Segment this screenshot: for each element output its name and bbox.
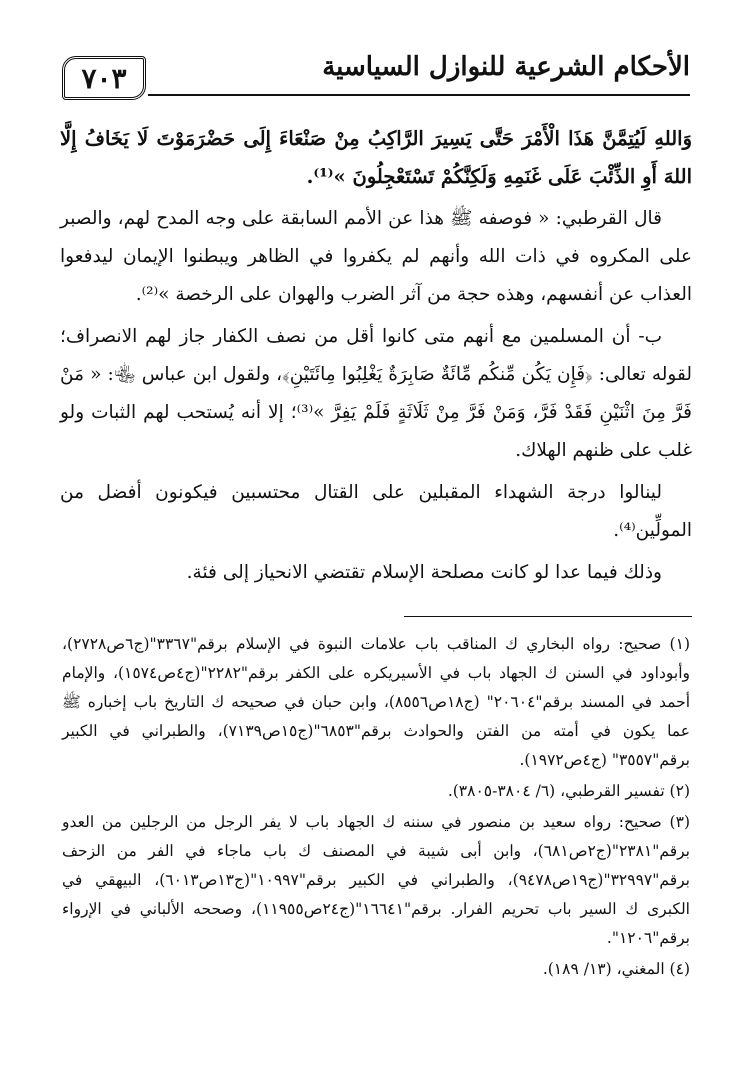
- footnote-3: (٣) صحيح: رواه سعيد بن منصور في سننه ك الجهاد باب لا يفر الرجل من الرجلين من العدو برقم"٢٣٨١"(ج٢ص٦٨١)، وابن أبى شيبة في المصنف ك باب ماجاء في الفر من الزحف برقم"٣٢٩٩٧"(ج١٩ص٩٤٧٨)، والطبراني في الكبير برقم"١٠٩٩٧"(ج١٣ص٦٠١٣)، البيهقي في الكبرى ك السير باب تحريم الفرار. برقم"١٦٦٤١"(ج٢٤ص١١٩٥٥)، وصححه الألباني في الإرواء برقم"١٢٠٦".: [62, 813, 690, 947]
- exception-paragraph: وذلك فيما عدا لو كانت مصلحة الإسلام تقتضي الانحياز إلى فئة.: [186, 562, 662, 583]
- martyrs-paragraph: لينالوا درجة الشهداء المقبلين على القتال محتسبين فيكونون أفضل من المولِّين⁽⁴⁾.: [60, 482, 692, 541]
- footnote-separator: [404, 616, 692, 617]
- hadith-quote-paragraph: وَاللهِ لَيُتِمَّنَّ هَذَا الْأَمْرَ حَتَّى يَسِيرَ الرَّاكِبُ مِنْ صَنْعَاءَ إِلَى حَضْرَمَوْتَ لَا يَخَافُ إِلَّا اللهَ أَوِ الذِّئْبَ عَلَى غَنَمِهِ وَلَكِنَّكُمْ تَسْتَعْجِلُونَ »⁽¹⁾.: [60, 127, 692, 188]
- footnote-1: (١) صحيح: رواه البخاري ك المناقب باب علامات النبوة في الإسلام برقم"٣٣٦٧"(ج٦ص٢٧٢٨)، وأبوداود في السنن ك الجهاد باب في الأسيريكره على الكفر برقم"٢٢٨٢"(ج٤ص١٥٧٤)، والإمام أحمد في المسند برقم"٢٠٦٠٤" (ج١٨ص٨٥٥٦)، وابن حبان في صحيحه ك التاريخ باب إخباره ﷺ عما يكون في أمته من الفتن والحوادث برقم"٦٨٥٣"(ج١٥ص٧١٣٩)، والطبراني في الكبير برقم"٣٥٥٧" (ج٤ص١٩٧٢).: [62, 635, 691, 769]
- page-number: ٧٠٣: [81, 61, 127, 95]
- page-header: [62, 50, 690, 100]
- footnotes: [62, 630, 690, 986]
- qurtubi-paragraph: قال القرطبي: « فوصفه ﷺ هذا عن الأمم السابقة على وجه المدح لهم، والصبر على المكروه في ذات الله وأنهم لم يكفروا في الظاهر ويبطنوا الإيمان ليدفعوا العذاب عن أنفسهم، وهذه حجة من آثر الضرب والهوان على الرخصة »⁽²⁾.: [60, 208, 692, 305]
- main-text: [60, 120, 692, 596]
- point-b-paragraph: ب- أن المسلمين مع أنهم متى كانوا أقل من نصف الكفار جاز لهم الانصراف؛ لقوله تعالى: ﴿فَإِن يَكُن مِّنكُم مِّائَةٌ صَابِرَةٌ يَغْلِبُوا مِائَتَيْنِ﴾، ولقول ابن عباس ﵄: « مَنْ فَرَّ مِنَ اثْنَيْنِ فَقَدْ فَرَّ، وَمَنْ فَرَّ مِنْ ثَلَاثَةٍ فَلَمْ يَفِرَّ »⁽³⁾؛ إلا أنه يُستحب لهم الثبات ولو غلب على ظنهم الهلاك.: [60, 326, 692, 461]
- running-title: الأحكام الشرعية للنوازل السياسية: [322, 52, 690, 82]
- footnote-4: (٤) المغني، (١٣/ ١٨٩).: [542, 960, 690, 978]
- page-number-frame: [62, 56, 146, 100]
- footnote-2: (٢) تفسير القرطبي، (٦/ ٣٨٠٤-٣٨٠٥).: [447, 782, 690, 800]
- header-rule: [148, 94, 690, 96]
